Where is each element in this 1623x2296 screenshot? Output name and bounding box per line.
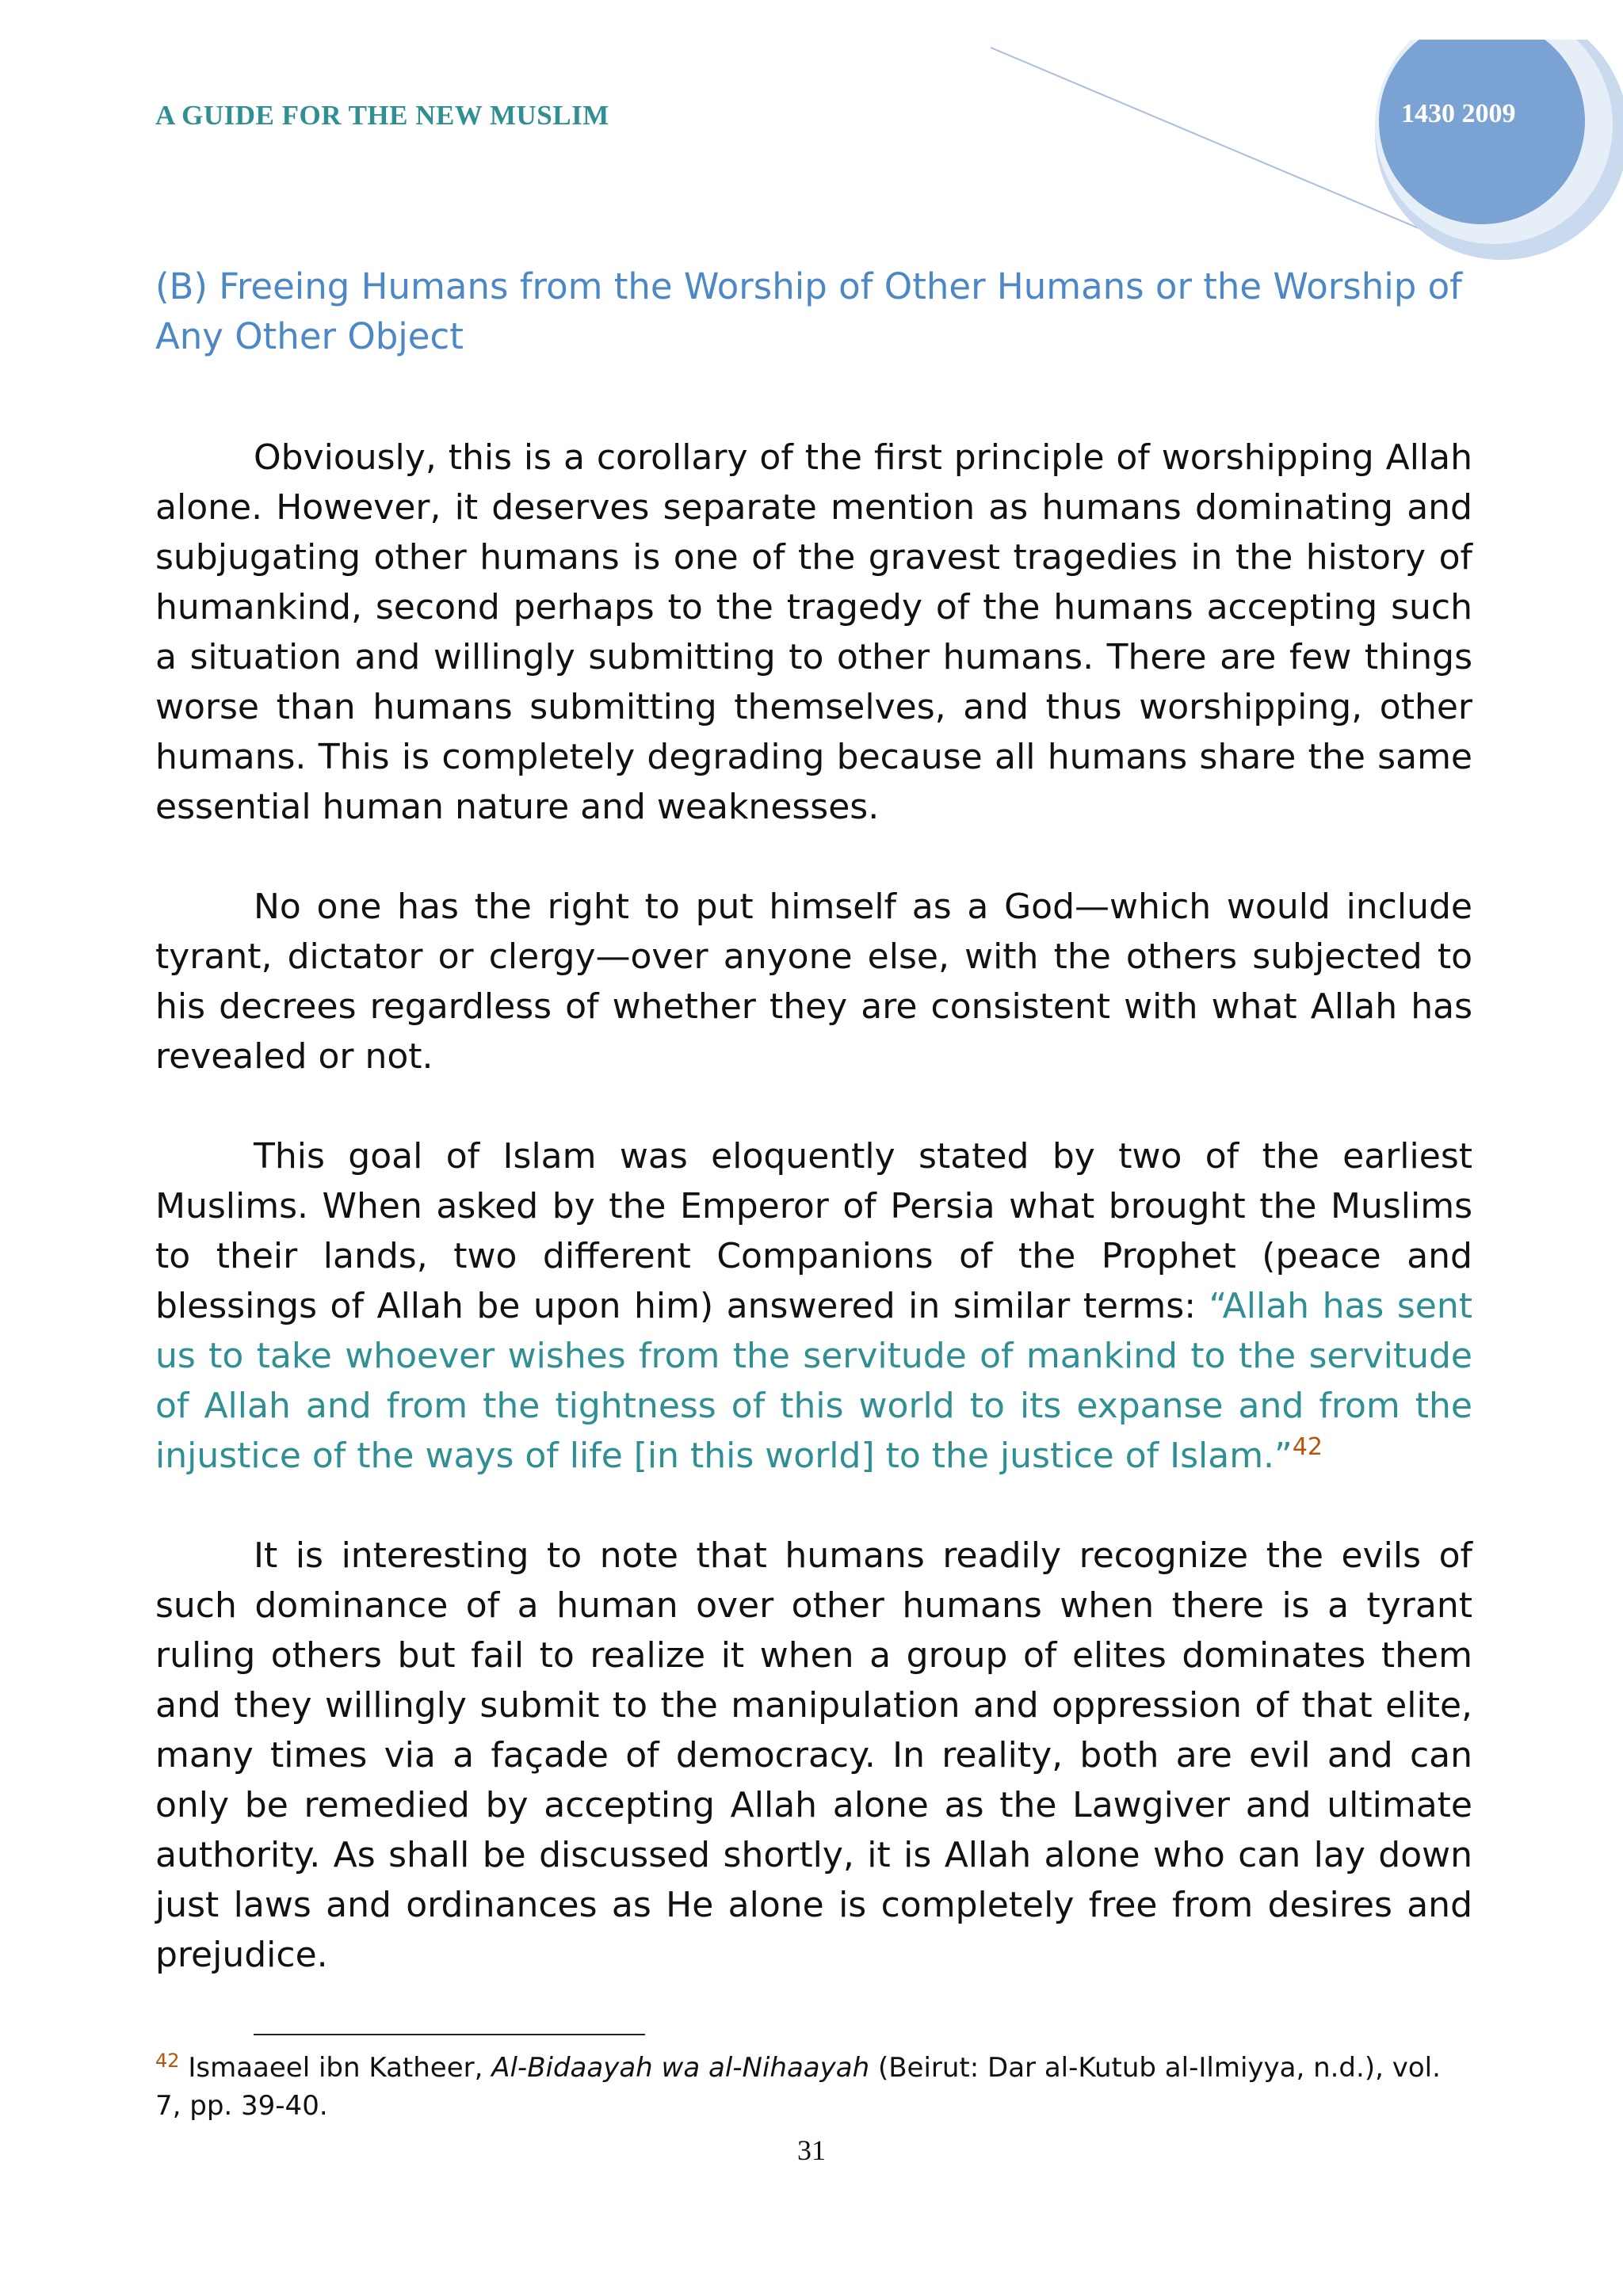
footnote-number: 42 (155, 2050, 180, 2072)
corner-circle-decoration (975, 40, 1623, 269)
paragraph: No one has the right to put himself as a God—which would include tyrant, dictator or clergy—over anyone else, with the others subjected to his decrees regardless of whether they are consistent with what Allah has revealed or not. (155, 887, 1472, 1077)
paragraph: Obviously, this is a corollary of the first principle of worshipping Allah alone. However, it deserves separate mention as humans dominating and subjugating other humans is one of the gravest tragedies in the history of humankind, second perhaps to the tragedy of the humans accepting such a situation and willingly submitting to other humans. There are few things worse than humans submitting themselves, and thus worshipping, other humans. This is completely degrading because all humans share the same essential human nature and weaknesses. (155, 437, 1472, 827)
paragraph: It is interesting to note that humans readily recognize the evils of such dominance of a human over other humans when there is a tyrant ruling others but fail to realize it when a group of elites dominates them and they willingly submit to the manipulation and oppression of that elite, many times via a façade of democracy. In reality, both are evil and can only be remedied by accepting Allah alone as the Lawgiver and ultimate authority. As shall be discussed shortly, it is Allah alone who can lay down just laws and ordinances as He alone is completely free from desires and prejudice. (155, 1535, 1472, 1975)
paragraph-lead-text: This goal of Islam was eloquently stated by two of the earliest Muslims. When asked by the Emperor of Persia what brought the Muslims to their lands, two different Companions of the Prophet (peace and blessings of Allah be upon him) answered in similar terms: (155, 1136, 1472, 1326)
section-heading: (B) Freeing Humans from the Worship of Other Humans or the Worship of Any Other Object (155, 265, 1463, 357)
quotation: “Allah has sent us to take whoever wishes from the servitude of mankind to the servitude of Allah and from the tightness of this world to its expanse and from the injustice of the ways of life [in this world] to the justice of Islam.” (155, 1286, 1472, 1476)
footnote-book-title: Al-Bidaayah wa al-Nihaayah (491, 2052, 870, 2084)
decorative-line (991, 48, 1419, 228)
footnote-details: (Beirut: Dar al-Kutub al-Ilmiyya, n.d.), vol. 7, pp. 39-40. (155, 2052, 1441, 2122)
header-year: 1430 2009 (1401, 99, 1516, 128)
footnote-author: Ismaaeel ibn Katheer, (188, 2052, 492, 2084)
header-title: A GUIDE FOR THE NEW MUSLIM (155, 100, 609, 131)
main-content (155, 261, 1472, 1980)
page-number: 31 (797, 2134, 826, 2166)
footnote (155, 2049, 1472, 2125)
footnote-divider (254, 2034, 645, 2035)
footnote-reference[interactable]: 42 (1292, 1433, 1323, 1461)
paragraph-with-quote (155, 1131, 1472, 1481)
